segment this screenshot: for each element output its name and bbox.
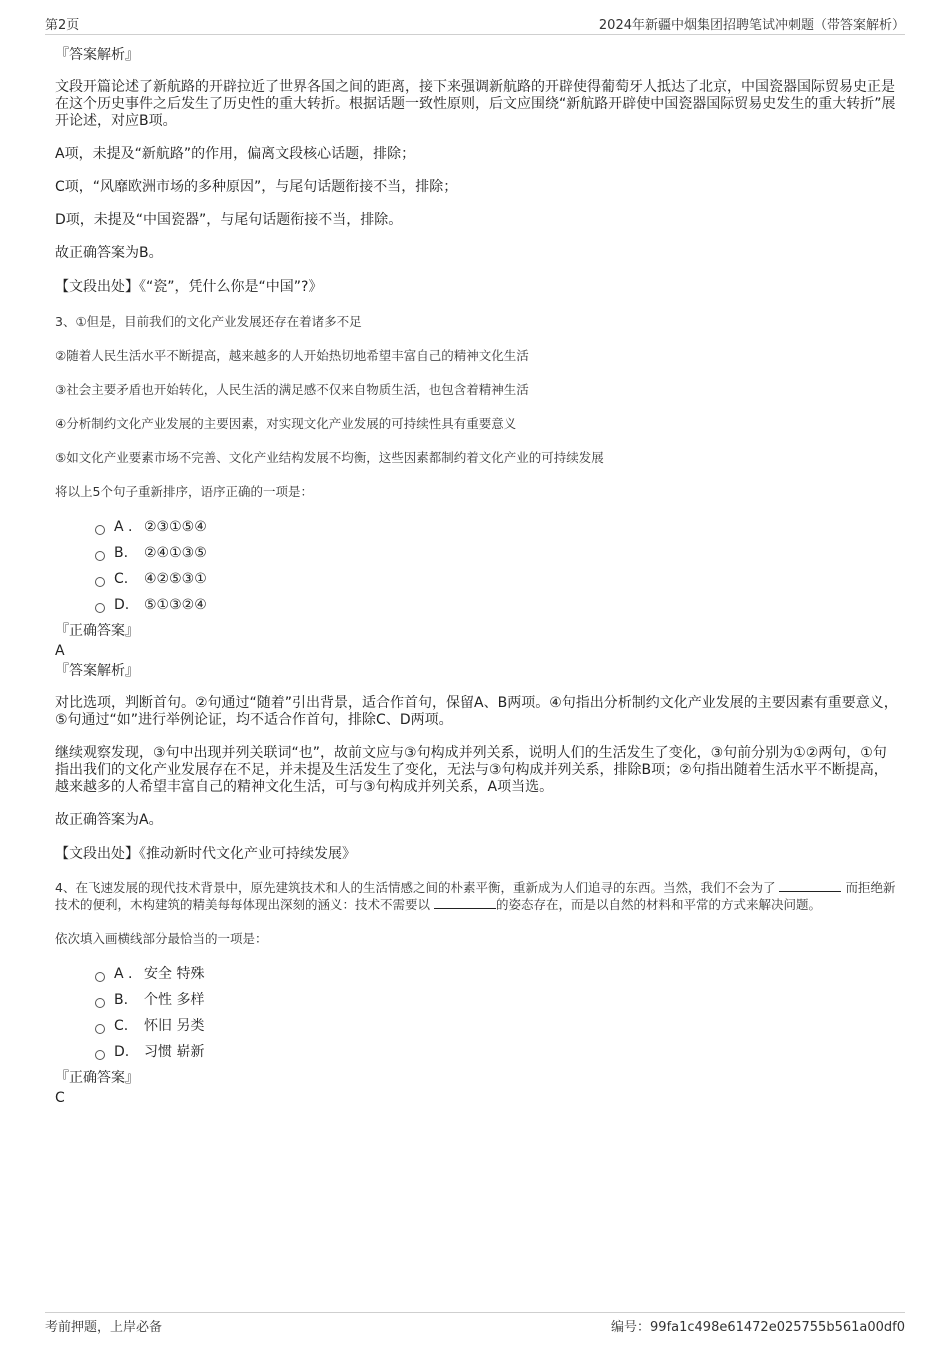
option-text: ⑤①③②④ [144, 597, 207, 613]
radio-icon[interactable] [95, 972, 105, 982]
q3-answer-label: 『正确答案』 [55, 623, 139, 639]
q4-stem-part-3: 的姿态存在，而是以自然的材料和平常的方式来解决问题。 [496, 897, 822, 912]
q3-options [55, 514, 900, 618]
option-text: ②③①⑤④ [144, 519, 207, 535]
q3-sentence-3: ③社会主要矛盾也开始转化，人民生活的满足感不仅来自物质生活，也包含着精神生活 [55, 382, 529, 397]
q4-answer: C [55, 1090, 65, 1106]
q3-sentence-5: ⑤如文化产业要素市场不完善、文化产业结构发展不均衡，这些因素都制约着文化产业的可持续发展 [55, 450, 604, 465]
q3-analysis-label: 『答案解析』 [55, 663, 139, 679]
q4-option-d[interactable] [95, 1039, 900, 1065]
option-letter: B. [114, 992, 129, 1008]
radio-icon[interactable] [95, 525, 105, 535]
q2-analysis-p4: D项，未提及“中国瓷器”，与尾句话题衔接不当，排除。 [55, 212, 403, 228]
q2-analysis-p2: A项，未提及“新航路”的作用，偏离文段核心话题，排除； [55, 146, 416, 162]
q3-option-d[interactable] [95, 592, 900, 618]
q2-analysis-p3: C项，“风靡欧洲市场的多种原因”，与尾句话题衔接不当，排除； [55, 179, 458, 195]
option-letter: D. [114, 597, 130, 613]
q3-option-b[interactable] [95, 540, 900, 566]
q2-analysis-label: 『答案解析』 [55, 47, 139, 63]
q3-sentence-4: ④分析制约文化产业发展的主要因素，对实现文化产业发展的可持续性具有重要意义 [55, 416, 517, 431]
option-letter: C. [114, 1018, 129, 1034]
option-text: 习惯 崭新 [144, 1044, 205, 1060]
q4-stem-part-1: 4、在飞速发展的现代技术背景中，原先建筑技术和人的生活情感之间的朴素平衡，重新成为人们追寻的东西。当然，我们不会为了 [55, 880, 776, 895]
q3-option-c[interactable] [95, 566, 900, 592]
option-text: 个性 多样 [144, 992, 205, 1008]
option-letter: B. [114, 545, 129, 561]
radio-icon[interactable] [95, 1050, 105, 1060]
radio-icon[interactable] [95, 551, 105, 561]
q4-option-c[interactable] [95, 1013, 900, 1039]
q2-answer-line: 故正确答案为B。 [55, 245, 163, 261]
q4-stem-part-2: 而拒绝新技术的便利，木构建筑的精美每每体现出深刻的涵义：技术不需要以 [55, 880, 896, 912]
q2-source: 【文段出处】《“瓷”，凭什么你是“中国”?》 [55, 279, 323, 295]
radio-icon[interactable] [95, 577, 105, 587]
document-title: 2024年新疆中烟集团招聘笔试冲刺题（带答案解析） [598, 18, 905, 33]
q3-analysis-p2: 继续观察发现，③句中出现并列关联词“也”，故前文应与③句构成并列关系，说明人们的生活发生了变化，③句前分别为①②两句，①句指出我们的文化产业发展存在不足，并未提及生活发生了变化，无法与③句构成并列关系，排除B项；②句指出随着生活水平不断提高，越来越多的人希望丰富自己的精神文化生活，可与③句构成并列关系，A项当选。 [55, 745, 888, 795]
option-letter: D. [114, 1044, 130, 1060]
q3-answer-line: 故正确答案为A。 [55, 812, 163, 828]
option-text: ②④①③⑤ [144, 545, 207, 561]
page-footer [45, 1312, 905, 1336]
q3-sentence-2: ②随着人民生活水平不断提高，越来越多的人开始热切地希望丰富自己的精神文化生活 [55, 348, 529, 363]
q4-blank-2 [434, 896, 496, 909]
q3-analysis-p1: 对比选项，判断首句。②句通过“随着”引出背景，适合作首句，保留A、B两项。④句指出分析制约文化产业发展的主要因素有重要意义，⑤句通过“如”进行举例论证，均不适合作首句，排除C、D两项。 [55, 695, 898, 728]
radio-icon[interactable] [95, 603, 105, 613]
q3-source: 【文段出处】《推动新时代文化产业可持续发展》 [55, 846, 356, 862]
q3-answer: A [55, 643, 65, 659]
q4-option-a[interactable] [95, 961, 900, 987]
q4-blank-1 [779, 879, 841, 892]
page-number: 第2页 [45, 18, 80, 33]
option-letter: A . [114, 966, 133, 982]
option-text: ④②⑤③① [144, 571, 207, 587]
q3-stem: 3、①但是，目前我们的文化产业发展还存在着诸多不足 [55, 314, 362, 329]
q4-question: 依次填入画横线部分最恰当的一项是： [55, 931, 268, 946]
option-letter: A . [114, 519, 133, 535]
document-id: 编号：99fa1c498e61472e025755b561a00df0 [611, 1320, 905, 1335]
q3-option-a[interactable] [95, 514, 900, 540]
q2-analysis-p1: 文段开篇论述了新航路的开辟拉近了世界各国之间的距离，接下来强调新航路的开辟使得葡萄牙人抵达了北京，中国瓷器国际贸易史正是在这个历史事件之后发生了历史性的重大转折。根据话题一致性原则，后文应围绕“新航路开辟使中国瓷器国际贸易史发生的重大转折”展开论述，对应B项。 [55, 79, 896, 129]
q4-answer-label: 『正确答案』 [55, 1070, 139, 1086]
page-header [45, 14, 905, 35]
option-text: 怀旧 另类 [144, 1018, 205, 1034]
footer-slogan: 考前押题，上岸必备 [45, 1320, 163, 1335]
page-content [55, 46, 900, 1107]
radio-icon[interactable] [95, 998, 105, 1008]
option-letter: C. [114, 571, 129, 587]
q3-question: 将以上5个句子重新排序，语序正确的一项是： [55, 484, 313, 499]
q4-stem [55, 879, 900, 913]
q4-options [55, 961, 900, 1065]
option-text: 安全 特殊 [144, 966, 205, 982]
q4-option-b[interactable] [95, 987, 900, 1013]
radio-icon[interactable] [95, 1024, 105, 1034]
